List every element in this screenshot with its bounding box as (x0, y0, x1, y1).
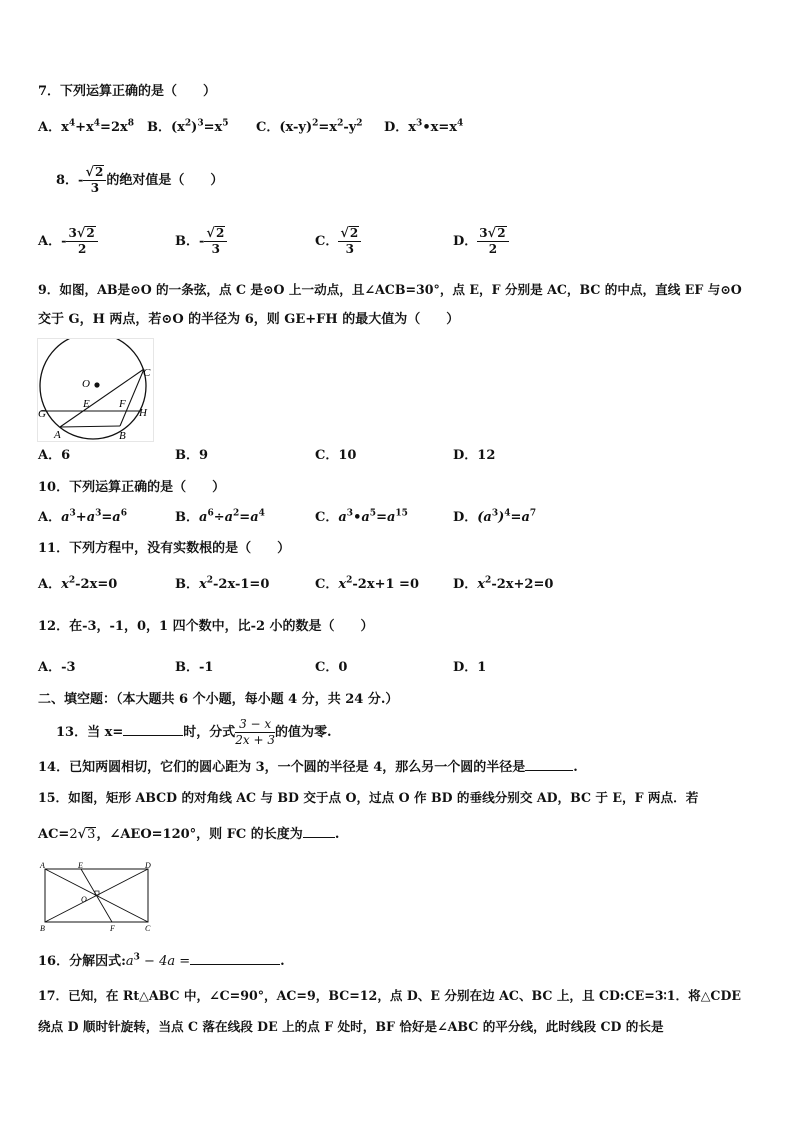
q10-option-d: D．$(a^3)^4=a^7$ (453, 508, 537, 525)
q15-line1: 15．如图，矩形 ABCD 的对角线 AC 与 BD 交于点 O，过点 O 作 BD 的垂线分别交 AD，BC 于 E，F 两点．若 (38, 790, 699, 805)
q9-option-b: B．9 (175, 448, 209, 463)
q12-option-c: C．0 (315, 660, 348, 675)
q8-option-b: B．- $\frac{√2}{3}$ (175, 224, 227, 260)
q9-option-c: C．10 (315, 448, 357, 463)
q7-option-c: C．$(x-y)^2=x^2-y^2$ (256, 118, 363, 135)
q13-answer-blank[interactable] (123, 735, 183, 736)
label-e: E (78, 861, 83, 870)
label-g: G (38, 408, 46, 420)
q8-fraction: $\frac{√2}{3}$ (83, 165, 106, 196)
label-h: H (139, 407, 147, 419)
q11-option-b: B．$x^2-2x-1=0$ (175, 575, 270, 592)
q17-line1: 17．已知，在 Rt△ABC 中，∠C=90°，AC=9，BC=12，点 D、E 分别在边 AC、BC 上，且 CD:CE=3∶1．将△CDE (38, 988, 741, 1003)
q10-option-c: C．$a^3•a^5=a^{15}$ (315, 508, 408, 525)
q14-line: 14．已知两圆相切，它们的圆心距为 3，一个圆的半径是 4，那么另一个圆的半径是 . (38, 760, 578, 775)
q9-line1: 9．如图，AB是⊙O 的一条弦，点 C 是⊙O 上一动点，且∠ACB=30°，点 E，F 分别是 AC，BC 的中点，直线 EF 与⊙O (38, 282, 742, 297)
q12-option-b: B．-1 (175, 660, 214, 675)
q8-option-d: D． $\frac{3√2}{2}$ (453, 224, 509, 260)
q17-line2: 绕点 D 顺时针旋转，当点 C 落在线段 DE 上的点 F 处时，BF 恰好是∠ABC 的平分线，此时线段 CD 的长是 (38, 1019, 664, 1034)
q10-option-b: B．$a^6\div a^2=a^4$ (175, 508, 265, 525)
label-o: O (81, 895, 87, 904)
center-point (94, 382, 99, 387)
q11-stem: 11．下列方程中，没有实数根的是（ ） (38, 541, 291, 556)
q11-option-c: C．$x^2-2x+1 =0$ (315, 575, 419, 592)
q16-answer-blank[interactable] (190, 964, 280, 965)
circle-o (40, 338, 146, 439)
label-b: B (119, 430, 126, 442)
q12-option-d: D．1 (453, 660, 487, 675)
label-d: D (145, 861, 151, 870)
q7-option-b: B．$(x^2)^3=x^5$ (147, 118, 229, 135)
q15-answer-blank[interactable] (303, 837, 335, 838)
q7-option-a: A．$x^4+x^4=2x^8$ (38, 118, 135, 135)
label-b: B (40, 924, 45, 932)
q8-option-a: A．- $\frac{3√2}{2}$ (38, 224, 98, 260)
label-f: F (110, 924, 115, 932)
q16-line: 16．分解因式$:a^3 - 4a$ = . (38, 952, 285, 969)
q9-option-d: D．12 (453, 448, 496, 463)
label-e: E (83, 398, 90, 410)
q11-option-d: D．$x^2-2x+2=0$ (453, 575, 554, 592)
section-2-heading: 二、填空题：（本大题共 6 个小题，每小题 4 分，共 24 分.） (38, 692, 399, 707)
label-c: C (145, 924, 151, 932)
q8-stem: 8．- $\frac{√2}{3}$ 的绝对值是（ ） (56, 165, 224, 195)
q11-option-a: A．$x^2-2x=0$ (38, 575, 118, 592)
q9-circle-figure (37, 338, 154, 442)
label-o: O (82, 378, 90, 390)
label-a: A (54, 429, 61, 441)
q15-rectangle-figure (37, 860, 157, 932)
q9-line2: 交于 G，H 两点，若⊙O 的半径为 6，则 GE+FH 的最大值为（ ） (38, 312, 460, 327)
label-a: A (40, 861, 45, 870)
q7-option-d: D．$x^3•x=x^4$ (384, 118, 464, 135)
q13-line: 13．当 x= 时，分式 $\frac{3 - x}{2x + 3}$ 的值为零. (56, 717, 332, 747)
q7-stem: 7．下列运算正确的是（ ） (38, 84, 217, 99)
q12-stem: 12．在-3，-1，0，1 四个数中，比-2 小的数是（ ） (38, 619, 374, 634)
label-c: C (143, 367, 151, 379)
q10-option-a: A．$a^3+a^3=a^6$ (38, 508, 127, 525)
q8-option-c: C． $\frac{√2}{3}$ (315, 224, 361, 260)
label-f: F (119, 398, 126, 410)
q9-option-a: A．6 (38, 448, 71, 463)
q13-fraction: $\frac{3 - x}{2x + 3}$ (235, 717, 276, 747)
q12-option-a: A．-3 (38, 660, 76, 675)
q10-stem: 10．下列运算正确的是（ ） (38, 480, 226, 495)
q15-line2: AC=2√3，∠AEO=120°，则 FC 的长度为 . (38, 827, 340, 842)
segment-ab (60, 426, 120, 427)
q14-answer-blank[interactable] (525, 770, 573, 771)
